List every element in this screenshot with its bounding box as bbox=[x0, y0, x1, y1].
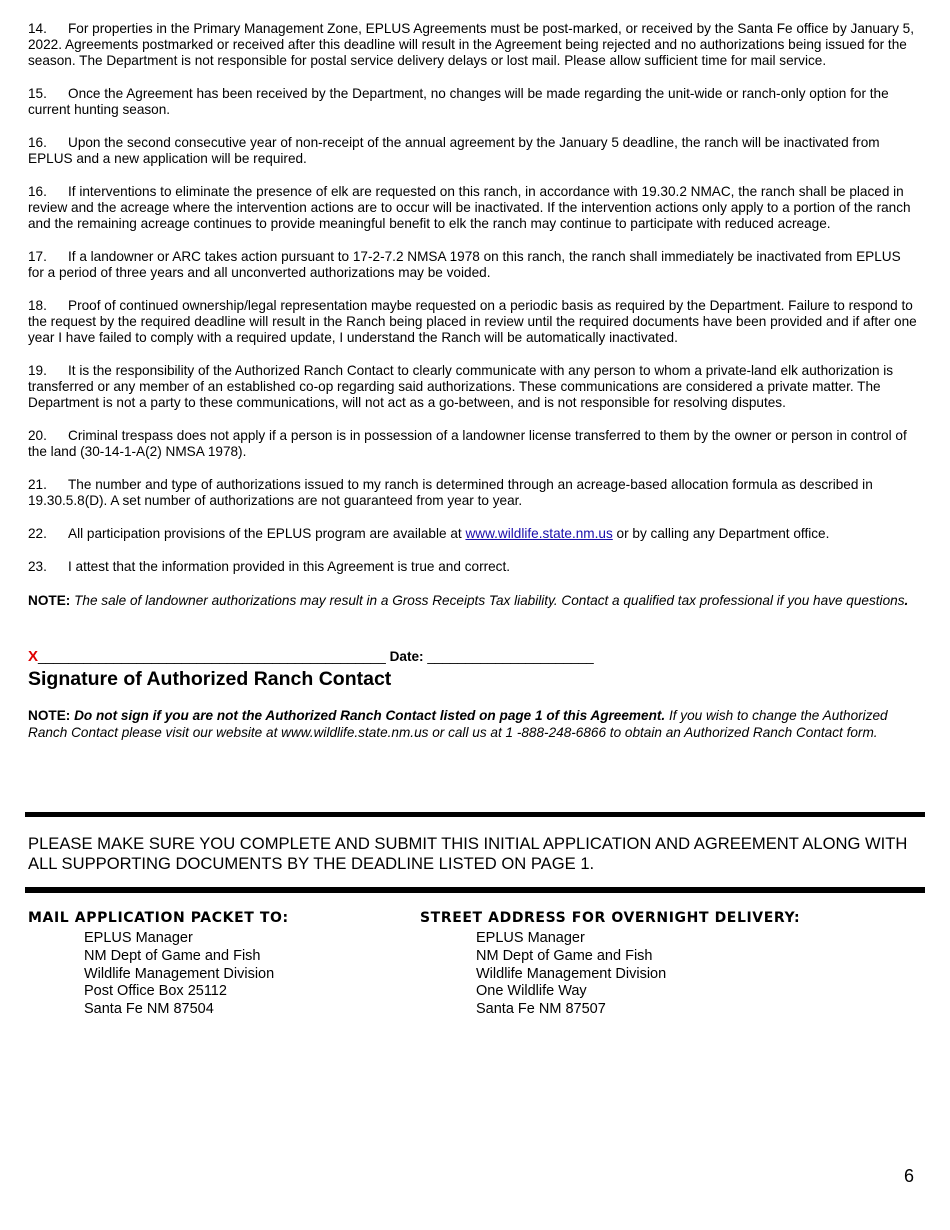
provision-text: Upon the second consecutive year of non-receipt of the annual agreement by the January 5 deadline, the ranch will be inactivated from EPLUS and a new application will be required. bbox=[28, 135, 880, 166]
provision-item-22 bbox=[28, 526, 918, 542]
provision-number: 21. bbox=[28, 477, 47, 492]
provision-item bbox=[28, 428, 918, 460]
provision-number: 20. bbox=[28, 428, 47, 443]
signature-label: Signature of Authorized Ranch Contact bbox=[28, 668, 392, 690]
provision-item bbox=[28, 21, 918, 69]
provision-text: If a landowner or ARC takes action pursuant to 17-2-7.2 NMSA 1978 on this ranch, the ranch shall immediately be inactivated from EPLUS for a period of three years and all unconverted authorizations may be voided. bbox=[28, 249, 901, 280]
provision-item bbox=[28, 363, 918, 411]
provision-text-end: or by calling any Department office. bbox=[612, 526, 830, 541]
provision-item bbox=[28, 249, 918, 281]
provision-text: Criminal trespass does not apply if a person is in possession of a landowner license transferred to them by the owner or person in control of the land (30-14-1-A(2) NMSA 1978). bbox=[28, 428, 907, 459]
signature-line bbox=[28, 649, 918, 665]
street-heading: STREET ADDRESS FOR OVERNIGHT DELIVERY: bbox=[420, 910, 801, 926]
provision-item bbox=[28, 477, 918, 509]
provision-text: Once the Agreement has been received by the Department, no changes will be made regarding the unit-wide or ranch-only option for the current hunting season. bbox=[28, 86, 889, 117]
provision-text: If interventions to eliminate the presence of elk are requested on this ranch, in accordance with 19.30.2 NMAC, the ranch shall be placed in review and the acreage where the intervention actions are to occur will be inactivated. If the intervention actions only apply to a portion of the ranch and the remaining acreage continues to provide meaningful benefit to elk the ranch may continue to participate with reduced acreage. bbox=[28, 184, 911, 231]
top-divider bbox=[25, 812, 925, 817]
provision-number: 15. bbox=[28, 86, 47, 101]
address-line: EPLUS Manager bbox=[476, 930, 585, 946]
signature-note bbox=[28, 707, 918, 741]
note-label: NOTE: bbox=[28, 708, 71, 723]
address-line: NM Dept of Game and Fish bbox=[476, 947, 653, 964]
provision-text: The number and type of authorizations issued to my ranch is determined through an acreage-based allocation formula as described in 19.30.5.8(D). A set number of authorizations are not guaranteed from year to year. bbox=[28, 477, 873, 508]
address-line: EPLUS Manager bbox=[84, 930, 193, 946]
provision-item-23 bbox=[28, 559, 918, 575]
provision-text: For properties in the Primary Management Zone, EPLUS Agreements must be post-marked, or received by the Santa Fe office by January 5, 2022. Agreements postmarked or received after this deadline will result in the Agreement being rejected and no authorizations being issued for the season. The Department is not responsible for postal service delivery delays or lost mail. Please allow sufficient time for mail service. bbox=[28, 21, 914, 68]
provision-text: I attest that the information provided in this Agreement is true and correct. bbox=[68, 559, 511, 574]
note-text: If you wish to change the Authorized Ranch Contact please visit our website at www.wildlife.state.nm.us or call us at 1 -888-248-6866 to obtain an Authorized Ranch Contact form. bbox=[28, 708, 888, 740]
provision-item bbox=[28, 86, 918, 118]
provision-number: 16. bbox=[28, 184, 47, 199]
provision-number: 16. bbox=[28, 135, 47, 150]
date-label: Date: bbox=[389, 649, 424, 664]
provision-text: It is the responsibility of the Authorized Ranch Contact to clearly communicate with any person to whom a private-land elk authorization is transferred or any member of an established co-op regarding said authorizations. These communications are considered a private matter. The Department is not a party to these communications, will not act as a go-between, and is not responsible for resolving disputes. bbox=[28, 363, 894, 410]
page-number: 6 bbox=[903, 1166, 914, 1186]
street-address-block bbox=[420, 910, 800, 1019]
wildlife-website-link[interactable]: www.wildlife.state.nm.us bbox=[465, 526, 613, 541]
note-label: NOTE: bbox=[28, 593, 71, 608]
provision-text: All participation provisions of the EPLUS program are available at bbox=[68, 526, 466, 541]
provision-text: Proof of continued ownership/legal representation maybe requested on a periodic basis as required by the Department. Failure to respond to the request by the required deadline will result in the Ranch being placed in review until the required documents have been provided and if after one year I have failed to comply with a required update, I understand the Ranch will be automatically inactivated. bbox=[28, 298, 917, 345]
signature-marker: X bbox=[28, 648, 39, 665]
document-page bbox=[28, 21, 918, 759]
provision-number: 19. bbox=[28, 363, 47, 378]
address-line: Santa Fe NM 87504 bbox=[84, 1001, 214, 1018]
notice-text: PLEASE MAKE SURE YOU COMPLETE AND SUBMIT THIS INITIAL APPLICATION AND AGREEMENT ALONG WITH ALL SUPPORTING DOCUMENTS BY THE DEADLINE LISTED ON PAGE 1. bbox=[28, 834, 908, 873]
provision-item bbox=[28, 135, 918, 167]
signature-field[interactable]: ______________________________________________ bbox=[38, 649, 386, 664]
note-text: The sale of landowner authorizations may result in a Gross Receipts Tax liability. Contact a qualified tax professional if you have questions bbox=[74, 593, 905, 608]
address-line: Wildlife Management Division bbox=[476, 965, 667, 982]
address-line: Post Office Box 25112 bbox=[84, 983, 227, 1000]
provision-item bbox=[28, 298, 918, 346]
address-line: One Wildlife Way bbox=[476, 983, 587, 1000]
provision-item bbox=[28, 184, 918, 232]
provision-number: 22. bbox=[28, 526, 47, 541]
address-line: Wildlife Management Division bbox=[84, 965, 275, 982]
note-bold-text: Do not sign if you are not the Authorized Ranch Contact listed on page 1 of this Agreement. bbox=[74, 708, 666, 723]
numbered-provisions bbox=[28, 21, 918, 509]
provision-number: 14. bbox=[28, 21, 47, 36]
mail-address-block bbox=[28, 910, 289, 1019]
note-end: . bbox=[904, 593, 909, 608]
address-line: Santa Fe NM 87507 bbox=[476, 1001, 606, 1018]
date-field[interactable]: ______________________ bbox=[427, 649, 594, 664]
provision-number: 23. bbox=[28, 559, 47, 574]
street-address-lines bbox=[476, 930, 800, 1019]
provision-number: 17. bbox=[28, 249, 47, 264]
mail-heading: MAIL APPLICATION PACKET TO: bbox=[28, 910, 289, 926]
bottom-divider bbox=[25, 887, 925, 893]
deadline-notice bbox=[28, 834, 908, 873]
address-line: NM Dept of Game and Fish bbox=[84, 947, 261, 964]
mail-address-lines bbox=[84, 930, 289, 1019]
tax-note bbox=[28, 592, 918, 609]
provision-number: 18. bbox=[28, 298, 47, 313]
